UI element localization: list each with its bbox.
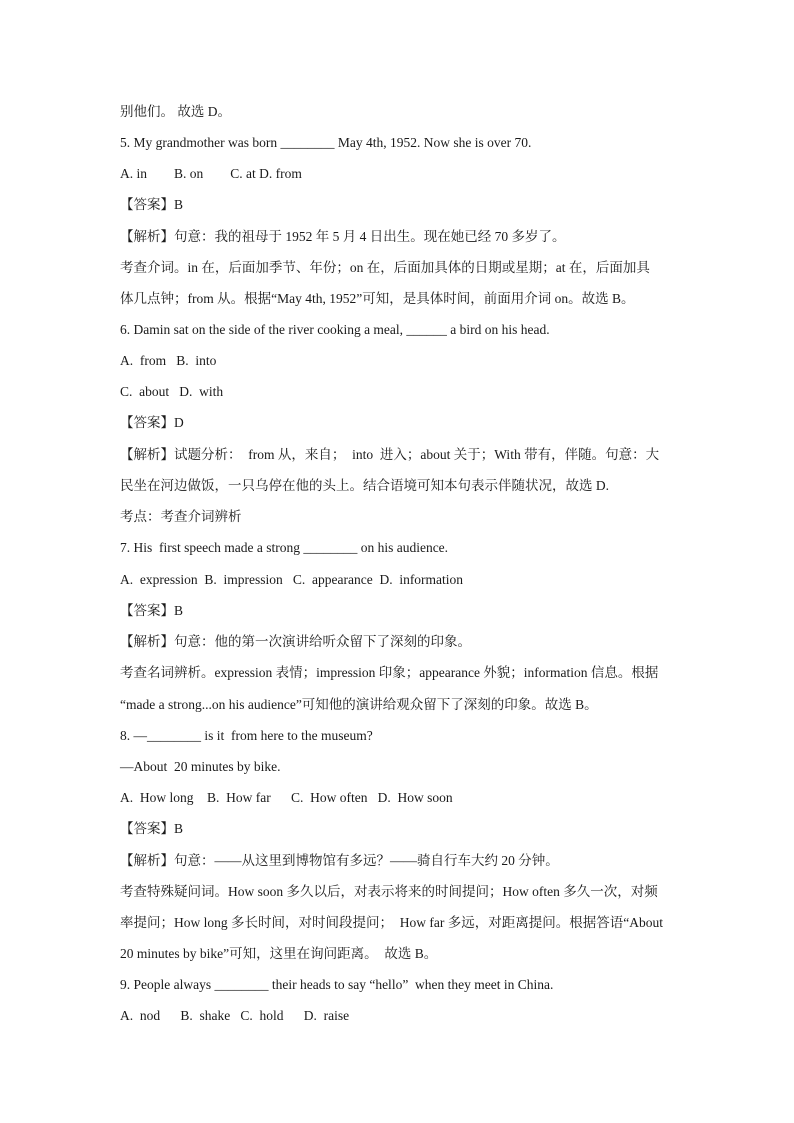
question-5-explanation-3: 体几点钟；from 从。根据“May 4th, 1952”可知，是具体时间，前面用介词 on。故选 B。 — [120, 291, 635, 306]
question-8-explanation-4: 20 minutes by bike”可知，这里在询问距离。 故选 B。 — [120, 946, 438, 961]
question-9-options: A. nod B. shake C. hold D. raise — [120, 1008, 350, 1023]
question-6-explanation-2: 民坐在河边做饭，一只乌停在他的头上。结合语境可知本句表示伴随状况，故选 D. — [120, 478, 609, 493]
question-5-explanation: 【解析】句意：我的祖母于 1952 年 5 月 4 日出生。现在她已经 70 多岁了。 — [120, 229, 566, 244]
question-6: 6. Damin sat on the side of the river cooking a meal, ______ a bird on his head. — [120, 322, 550, 337]
question-5: 5. My grandmother was born ________ May 4th, 1952. Now she is over 70. — [120, 135, 532, 150]
question-6-options-b: C. about D. with — [120, 384, 224, 399]
question-7-options: A. expression B. impression C. appearance D. information — [120, 572, 464, 587]
question-8-explanation-3: 率提问；How long 多长时间，对时间段提问； How far 多远，对距离提问。根据答语“About — [120, 915, 663, 930]
question-7-explanation-2: 考查名词辨析。expression 表情；impression 印象；appearance 外貌；information 信息。根据 — [120, 665, 659, 680]
text-line-1: 别他们。 故选 D。 — [120, 104, 231, 119]
question-7-explanation: 【解析】句意：他的第一次演讲给听众留下了深刻的印象。 — [120, 634, 471, 649]
question-6-topic: 考点：考查介词辨析 — [120, 509, 242, 524]
question-8-options: A. How long B. How far C. How often D. How soon — [120, 790, 453, 805]
question-5-explanation-2: 考查介词。in 在，后面加季节、年份；on 在，后面加具体的日期或星期；at 在，后面加具 — [120, 260, 650, 275]
question-7-answer: 【答案】B — [120, 603, 184, 618]
question-6-answer: 【答案】D — [120, 415, 184, 430]
question-9: 9. People always ________ their heads to say “hello” when they meet in China. — [120, 977, 554, 992]
question-5-options: A. in B. on C. at D. from — [120, 166, 302, 181]
question-8-explanation-2: 考查特殊疑问词。How soon 多久以后，对表示将来的时间提问；How often 多久一次，对频 — [120, 884, 658, 899]
question-8: 8. —________ is it from here to the museum? — [120, 728, 373, 743]
question-8-explanation: 【解析】句意：——从这里到博物馆有多远？——骑自行车大约 20 分钟。 — [120, 853, 559, 868]
question-6-options-a: A. from B. into — [120, 353, 217, 368]
question-5-answer: 【答案】B — [120, 197, 184, 212]
question-7-explanation-3: “made a strong...on his audience”可知他的演讲给观众留下了深刻的印象。故选 B。 — [120, 697, 598, 712]
question-7: 7. His first speech made a strong ________ on his audience. — [120, 540, 449, 555]
question-8-reply: —About 20 minutes by bike. — [120, 759, 281, 774]
question-8-answer: 【答案】B — [120, 821, 184, 836]
question-6-explanation: 【解析】试题分析： from 从，来自； into 进入；about 关于；With 带有，伴随。句意：大 — [120, 447, 660, 462]
